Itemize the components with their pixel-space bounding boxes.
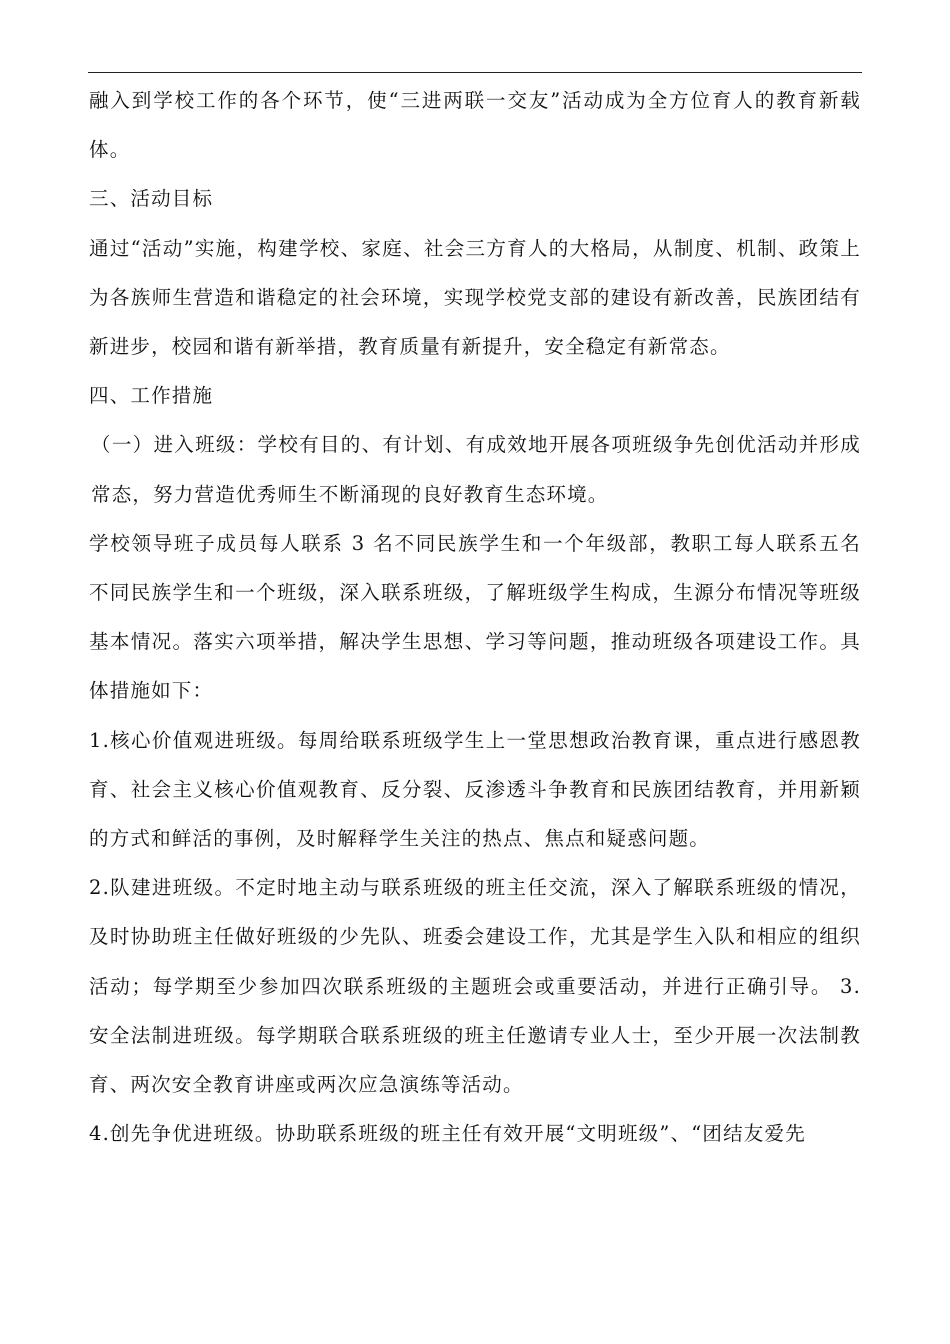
paragraph-continuation: 融入到学校工作的各个环节，使“三进两联一交友”活动成为全方位育人的教育新载体。 xyxy=(89,89,861,162)
section-heading-measures: 四、工作措施 xyxy=(89,384,214,408)
section-heading-goals: 三、活动目标 xyxy=(89,187,214,211)
paragraph-enter-class: （一）进入班级：学校有目的、有计划、有成效地开展各项班级争先创优活动并形成常态，努力营造优秀师生不断涌现的良好教育生态环境。 xyxy=(91,433,861,506)
document-body xyxy=(89,76,861,1158)
paragraph-goals: 通过“活动”实施，构建学校、家庭、社会三方育人的大格局，从制度、机制、政策上为各族师生营造和谐稳定的社会环境，实现学校党支部的建设有新改善，民族团结有新进步，校园和谐有新举措，教育质量有新提升，安全稳定有新常态。 xyxy=(89,236,861,359)
paragraph-leadership-contact: 学校领导班子成员每人联系 3 名不同民族学生和一个年级部，教职工每人联系五名不同民族学生和一个班级，深入联系班级，了解班级学生构成，生源分布情况等班级基本情况。落实六项举措，解决学生思想、学习等问题，推动班级各项建设工作。具体措施如下： xyxy=(89,531,861,703)
list-item-core-values: 1.核心价值观进班级。每周给联系班级学生上一堂思想政治教育课，重点进行感恩教育、社会主义核心价值观教育、反分裂、反渗透斗争教育和民族团结教育，并用新颖的方式和鲜活的事例，及时解释学生关注的热点、焦点和疑惑问题。 xyxy=(89,728,861,851)
list-item-team-building: 2.队建进班级。不定时地主动与联系班级的班主任交流，深入了解联系班级的情况，及时协助班主任做好班级的少先队、班委会建设工作，尤其是学生入队和相应的组织活动；每学期至少参加四次联系班级的主题班会或重要活动，并进行正确引导。 3.安全法制进班级。每学期联合联系班级的班主任邀请专业人士，至少开展一次法制教育、两次安全教育讲座或两次应急演练等活动。 xyxy=(89,876,861,1097)
header-rule xyxy=(88,72,862,73)
list-item-excellence: 4.创先争优进班级。协助联系班级的班主任有效开展“文明班级”、“团结友爱先 xyxy=(89,1122,806,1146)
